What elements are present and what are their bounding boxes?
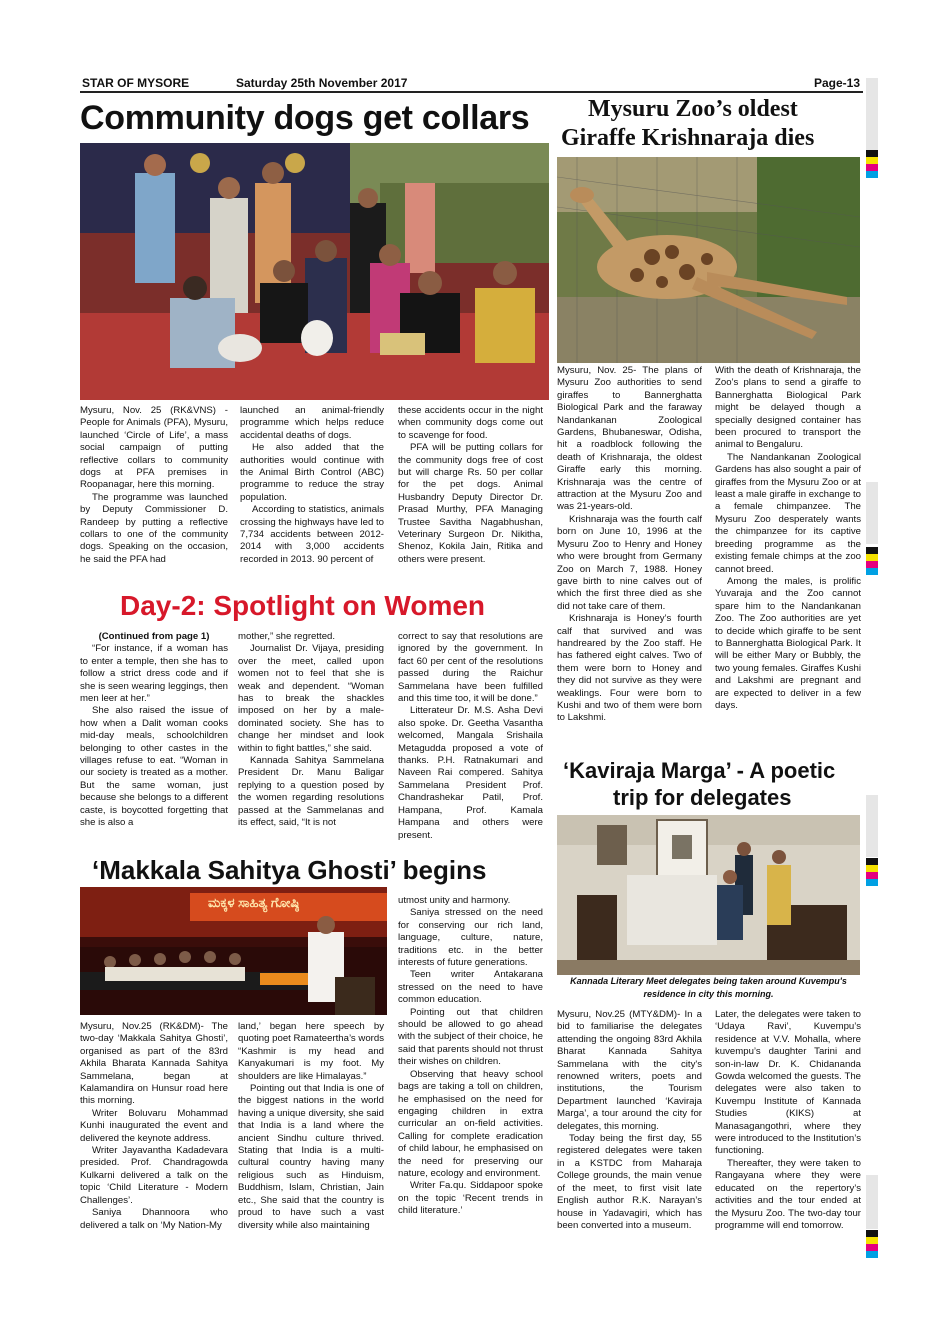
- kaviraja-headline-line1: ‘Kaviraja Marga’ - A poetic: [563, 758, 836, 783]
- paragraph: He also added that the authorities would continue with the Animal Birth Control (ABC) programme to reduce the stray population.: [240, 442, 384, 503]
- makkala-column-2: [238, 1021, 384, 1266]
- paragraph: Today being the first day, 55 registered delegates were taken in a KSTDC from Maharaja College grounds, the main venue of the meet, to first visit late English author R.K. Narayan’s house in Yadavagiri, which has been converted into a museum.: [557, 1133, 702, 1231]
- giraffe-headline-line1: Mysuru Zoo’s oldest: [588, 96, 798, 122]
- paragraph: Pointing out that India is one of the biggest nations in the world having a unique diversity, she said that India is a land where the ancient Sindhu culture thrived. Stating that India is a multi-cultural country having many religious such as Hinduism, Buddhism, Islam, Christian, Jain etc., She said that the country is proud to have such a vast diversity while also maintaining: [238, 1083, 384, 1231]
- kaviraja-photo: [557, 815, 860, 975]
- kaviraja-headline-line2: trip for delegates: [613, 785, 792, 810]
- print-mark: [866, 568, 878, 575]
- print-mark: [866, 1230, 878, 1237]
- giraffe-headline-line2: Giraffe Krishnaraja dies: [561, 125, 815, 151]
- women-column-3: [398, 631, 543, 853]
- dogs-column-1: [80, 405, 228, 590]
- dogs-column-2: [240, 405, 384, 590]
- print-mark: [866, 150, 878, 157]
- paragraph: Mysuru, Nov. 25- The plans of Mysuru Zoo authorities to send giraffes to Bannerghatta Biological Park and the faraway Nandankanan Zoological Gardens, Bhubaneswar, Odisha, hit a roadblock following the death of Krishnaraja, the oldest Giraffe early this morning. Krishnaraja was the centre of attraction at the Mysuru Zoo and was 21-years-old.: [557, 365, 702, 513]
- giraffe-column-1: [557, 365, 702, 757]
- print-mark: [866, 547, 878, 554]
- print-mark: [866, 1237, 878, 1244]
- makkala-photo: [80, 887, 387, 1015]
- paragraph: Teen writer Antakarana stressed on the need to have common education.: [398, 969, 543, 1006]
- print-mark: [866, 171, 878, 178]
- dogs-photo: [80, 143, 549, 400]
- print-mark: [866, 1244, 878, 1251]
- paragraph: Journalist Dr. Vijaya, presiding over the meet, called upon women not to feel that she is weak and dependent. “Woman has to break the shackles imposed on her by a male-dominated society. She has to change her mindset and look within to fight battles,” she said.: [238, 643, 384, 754]
- issue-date: Saturday 25th November 2017: [236, 76, 408, 90]
- women-column-2: [238, 631, 384, 853]
- paragraph: Krishnaraja is Honey’s fourth calf that survived and was handreared by the Zoo staff. He has fathered eight calves. Two of them were born to Honey and they did not survive as they were weaklings. Four were born to Kushi and two of them were born to Lakshmi.: [557, 613, 702, 724]
- paragraph: Writer Jayavantha Kadadevara presided. Prof. Chandragowda Kulkarni delivered a talk on the topic ‘Child Literature - Modern Challenges’.: [80, 1145, 228, 1206]
- makkala-column-1: [80, 1021, 228, 1266]
- paragraph: Observing that heavy school bags are taking a toll on children, he emphasised on the need for engaging children in extra curricular an on-field activities. Calling for complete eradication of child labour, he emphasised on the need for preserving our nature, ecology and environment.: [398, 1068, 543, 1179]
- print-mark: [866, 561, 878, 568]
- print-mark: [866, 164, 878, 171]
- makkala-column-3: [398, 895, 543, 1267]
- paragraph: Thereafter, they were taken to Rangayana where they were educated on the repertory’s activities and the tour ended at the Mysuru Zoo. The two-day tour programme will end tomorrow.: [715, 1157, 861, 1231]
- print-margin-bar: [866, 795, 878, 857]
- banner-text: ಮಕ್ಕಳ ಸಾಹಿತ್ಯ ಗೋಷ್ಠಿ: [208, 895, 300, 910]
- paragraph: Writer Fa.qu. Siddapoor spoke on the topic ‘Recent trends in child literature.’: [398, 1180, 543, 1217]
- paragraph: Writer Boluvaru Mohammad Kunhi inaugurated the event and delivered the keynote address.: [80, 1107, 228, 1144]
- giraffe-column-2: [715, 365, 861, 757]
- print-mark: [866, 858, 878, 865]
- kaviraja-column-1: [557, 1009, 702, 1267]
- paragraph: launched an animal-friendly programme which helps reduce accidental deaths of dogs.: [240, 405, 384, 441]
- dogs-column-3: [398, 405, 543, 590]
- page-number: Page-13: [814, 76, 861, 90]
- print-mark: [866, 879, 878, 886]
- paragraph: Pointing out that children should be allowed to go ahead with the subject of their choice, he said that parents should not thrust their wishes on children.: [398, 1006, 543, 1068]
- women-headline: Day-2: Spotlight on Women: [120, 590, 486, 621]
- kaviraja-photo-caption: Kannada Literary Meet delegates being taken around Kuvempu's residence in city this morning.: [570, 976, 847, 999]
- paragraph: Saniya Dhannoora who delivered a talk on ‘My Nation-My: [80, 1207, 228, 1231]
- print-mark: [866, 157, 878, 164]
- header-rule: [80, 91, 863, 93]
- paragraph: Later, the delegates were taken to ‘Udaya Ravi’, Kuvempu’s residence at V.V. Mohalla, where kuvempu’s daughter Tarini and son-in-law Dr. K. Chidananda Gowda welcomed the guests. The delegates were also taken to Kuvempu Institute of Kannada Studies (KIKS) at Manasagangothri, where they were introduced to the Institution’s functioning.: [715, 1009, 861, 1157]
- print-mark: [866, 1251, 878, 1258]
- paragraph: PFA will be putting collars for the community dogs free of cost but will charge Rs. 50 per collar for the pet dogs. Animal Husbandry Deputy Director Dr. Prasad Murthy, PFA Managing Trustee Savitha Nagabhushan, Veterinary Surgeon Dr. Nikitha, Shenoz, Kokila Jain, Ritika and others were present.: [398, 442, 543, 565]
- paragraph: correct to say that resolutions are ignored by the government. In fact 60 per cent of the resolutions passed during the Raichur Sammelana have been fulfilled and this time too, it will be done.”: [398, 631, 543, 705]
- print-margin-bar: [866, 78, 878, 155]
- masthead: STAR OF MYSORE: [82, 76, 190, 90]
- makkala-headline: ‘Makkala Sahitya Ghosti’ begins: [92, 855, 487, 885]
- paragraph: The programme was launched by Deputy Commissioner D. Randeep by putting a reflective collars to one of the community dogs. Speaking on the occasion, he said the PFA had: [80, 491, 228, 565]
- paragraph: Mysuru, Nov.25 (MTY&DM)- In a bid to familiarise the delegates attending the ongoing 83rd Akhila Bharat Kannada Sahitya Sammelana with the city's renowned writers, poets and institutions, the Tourism Department launched ‘Kaviraja Marga’, a tour around the city for delegates, this morning.: [557, 1009, 702, 1132]
- paragraph: Krishnaraja was the fourth calf born on June 10, 1996 at the Mysuru Zoo to Henry and Honey who were brought from Germany Zoo on March 7, 1988. Honey gave birth to nine calves out of which the first three died as she did not take care of them.: [557, 513, 702, 612]
- paragraph: Litterateur Dr. M.S. Asha Devi also spoke. Dr. Geetha Vasantha welcomed, Mangala Srishaila Metagudda proposed a vote of thanks. P.H. Ratnakumari and Naveen Rai compered. Sahitya Sammelana President Prof. Chandrashekar Patil, Prof. Hampana, Prof. Kamala Hampana and others were present.: [398, 705, 543, 841]
- paragraph: The Nandankanan Zoological Gardens has also sought a pair of giraffes from the Mysuru Zoo or at least a male giraffe in exchange to a female chimpanzee. The Mysuru Zoo desperately wants the chimpanzee for its captive breeding programme as the existing female chimps at the zoo cannot breed.: [715, 451, 861, 575]
- print-mark: [866, 865, 878, 872]
- paragraph: Mysuru, Nov.25 (RK&DM)- The two-day ‘Makkala Sahitya Ghosti’, organised as part of the 83rd Akhila Bharata Kannada Sahitya Sammelana, began at Kalamandira on Hunsur road here this morning.: [80, 1021, 228, 1107]
- paragraph: Saniya stressed on the need for conserving our rich land, language, culture, nature, traditions etc. in the better interests of future generations.: [398, 907, 543, 969]
- paragraph: Kannada Sahitya Sammelana President Dr. Manu Baligar replying to a question posed by the women regarding resolutions passed at the Sammelanas and its effect, said, “It is not: [238, 755, 384, 829]
- paragraph: Mysuru, Nov. 25 (RK&VNS) - People for Animals (PFA), Mysuru, launched ‘Circle of Life’, a mass social campaign of putting reflective collars to community dogs at PFA premises in Roopanagar, here this morning.: [80, 405, 228, 491]
- print-mark: [866, 554, 878, 561]
- paragraph: Among the males, is prolific Yuvaraja and the Zoo cannot spare him to the Nandankanan Zoo. The Zoo authorities are yet to decide which giraffe to be sent to Bannerghatta Biological Park. It will be either Mary or Bubbly, the two young females. Giraffes Kushi and Lakshmi are pregnant and are expected to deliver in a few days.: [715, 575, 861, 711]
- paragraph: these accidents occur in the night when community dogs come out to scavenge for food.: [398, 405, 543, 441]
- kaviraja-column-2: [715, 1009, 861, 1267]
- giraffe-photo: [557, 157, 860, 363]
- paragraph: utmost unity and harmony.: [398, 895, 511, 906]
- print-margin-bar: [866, 1175, 878, 1229]
- print-mark: [866, 872, 878, 879]
- continued-note: (Continued from page 1): [98, 631, 210, 642]
- paragraph: “For instance, if a woman has to enter a temple, then she has to follow a strict dress code and if she is seen wearing leggings, then men leer at her.”: [80, 643, 228, 705]
- paragraph: With the death of Krishnaraja, the Zoo’s plans to send a giraffe to Bannerghatta Biological Park might be delayed though a specially designed container has been procured to transport the animal to Bengaluru.: [715, 365, 861, 451]
- paragraph: According to statistics, animals crossing the highways have led to 7,734 accidents between 2012-2014 with 3,000 accidents recorded in 2013. 90 percent of: [240, 504, 384, 565]
- paragraph: She also raised the issue of how when a Dalit woman cooks mid-day meals, schoolchildren belonging to other castes in the villages refuse to eat. “Woman in our society is treated as a mother. But the same woman, just because she belongs to a different caste, is boycotted forgetting that she is also a: [80, 705, 228, 829]
- women-column-1: [80, 631, 228, 853]
- paragraph: land,’ began here speech by quoting poet Ramateertha’s words “Kashmir is my head and Kanyakumari is my foot. My shoulders are like Himalayas.”: [238, 1021, 384, 1082]
- print-margin-bar: [866, 482, 878, 544]
- dogs-headline: Community dogs get collars: [80, 99, 530, 137]
- paragraph: mother,” she regretted.: [238, 631, 336, 642]
